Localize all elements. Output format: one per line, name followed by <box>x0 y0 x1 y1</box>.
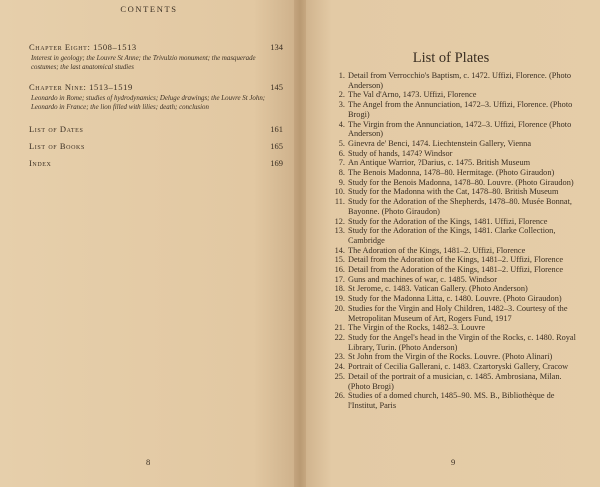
toc-entry-summary: Interest in geology; the Louvre St Anne; the Trivulzio monument; the masquerade costumes; the last anatomical studies <box>31 55 256 71</box>
plate-number: 11. <box>334 197 345 207</box>
plate-entry <box>330 333 584 352</box>
plate-entry <box>330 187 584 197</box>
plate-caption: Study for the Adoration of the Kings, 1481. Clarke Collection, Cambridge <box>348 226 556 245</box>
plate-number: 3. <box>338 100 345 110</box>
toc-entry-title: Chapter Eight: 1508–1513 <box>29 42 137 52</box>
plate-caption: Detail from the Adoration of the Kings, 1481–2. Uffizi, Florence <box>348 265 564 275</box>
plate-entry <box>330 100 584 119</box>
plate-entry <box>330 197 584 216</box>
toc-entry-chapter-nine <box>29 82 283 112</box>
plate-caption: An Antique Warrior, ?Darius, c. 1475. British Museum <box>348 158 531 168</box>
plate-number: 4. <box>338 119 345 129</box>
plate-entry <box>330 304 584 323</box>
plate-number: 10. <box>334 187 345 197</box>
plate-entry <box>330 246 584 256</box>
toc-entry-list-of-dates <box>29 124 283 135</box>
page-number-right: 9 <box>451 457 456 467</box>
plate-number: 26. <box>334 391 345 401</box>
plate-entry <box>330 158 584 168</box>
plate-number: 22. <box>334 332 345 342</box>
book-gutter <box>294 0 306 487</box>
toc-entry-title: Chapter Nine: 1513–1519 <box>29 82 133 93</box>
plate-number: 24. <box>334 362 345 372</box>
list-of-plates-title: List of Plates <box>412 50 490 66</box>
plate-caption: Study for the Madonna with the Cat, 1478–80. British Museum <box>348 187 559 197</box>
plate-caption: Detail of the portrait of a musician, c. 1485. Ambrosiana, Milan. (Photo Brogi) <box>348 371 562 391</box>
plate-number: 23. <box>334 352 345 362</box>
page-number-left: 8 <box>146 457 151 467</box>
toc-entry-page: 161 <box>270 124 283 135</box>
plate-entry <box>330 294 584 304</box>
plate-caption: Study for the Benois Madonna, 1478–80. Louvre. (Photo Giraudon) <box>348 177 574 187</box>
plate-caption: The Val d'Arno, 1473. Uffizi, Florence <box>348 90 477 100</box>
toc-entry-page: 169 <box>270 158 283 169</box>
contents-heading: CONTENTS <box>120 4 178 14</box>
plate-entry <box>330 352 584 362</box>
plate-caption: The Benois Madonna, 1478–80. Hermitage. (Photo Giraudon) <box>348 168 555 178</box>
plate-number: 19. <box>334 294 345 304</box>
plate-caption: Portrait of Cecilia Gallerani, c. 1483. Czartoryski Gallery, Cracow <box>348 362 569 372</box>
plate-number: 16. <box>334 265 345 275</box>
plate-number: 15. <box>334 255 345 265</box>
plate-caption: Guns and machines of war, c. 1485. Windsor <box>348 274 497 284</box>
toc-entry-page: 165 <box>270 141 283 152</box>
plate-caption: St John from the Virgin of the Rocks. Louvre. (Photo Alinari) <box>348 352 553 362</box>
toc-entry-page: 134 <box>270 42 283 52</box>
plate-caption: The Adoration of the Kings, 1481–2. Uffizi, Florence <box>348 245 526 255</box>
plate-entry <box>330 391 584 410</box>
plate-number: 13. <box>334 226 345 236</box>
plate-number: 2. <box>338 90 345 100</box>
toc-entry-title: List of Books <box>29 141 85 152</box>
list-of-plates <box>330 71 584 411</box>
plate-number: 12. <box>334 216 345 226</box>
plate-entry <box>330 149 584 159</box>
plate-caption: Study of hands, 1474? Windsor <box>348 148 453 158</box>
plate-caption: Studies for the Virgin and Holy Children, 1482–3. Courtesy of the Metropolitan Museum of Art, Rogers Fund, 1917 <box>348 303 568 323</box>
plate-entry <box>330 323 584 333</box>
plate-caption: Study for the Angel's head in the Virgin of the Rocks, c. 1480. Royal Library, Turin. (Photo Anderson) <box>348 332 576 352</box>
plate-number: 20. <box>334 303 345 313</box>
plate-caption: Study for the Adoration of the Shepherds, 1478–80. Musée Bonnat, Bayonne. (Photo Giraudon) <box>348 197 572 216</box>
plate-number: 14. <box>334 245 345 255</box>
plate-caption: The Virgin of the Rocks, 1482–3. Louvre <box>348 323 485 333</box>
plate-number: 5. <box>338 138 345 148</box>
plate-caption: Detail from the Adoration of the Kings, 1481–2. Uffizi, Florence <box>348 255 564 265</box>
plate-entry <box>330 226 584 245</box>
plate-caption: Detail from Verrocchio's Baptism, c. 1472. Uffizi, Florence. (Photo Anderson) <box>348 71 572 90</box>
plate-number: 1. <box>338 71 345 80</box>
toc-entry-index <box>29 158 283 169</box>
plate-entry <box>330 178 584 188</box>
plate-caption: Studies of a domed church, 1485–90. MS. B., Bibliothèque de l'Institut, Paris <box>348 391 555 410</box>
plate-entry <box>330 284 584 294</box>
plate-entry <box>330 265 584 275</box>
toc-entry-page: 145 <box>270 82 283 93</box>
plate-caption: The Angel from the Annunciation, 1472–3. Uffizi, Florence. (Photo Brogi) <box>348 100 573 119</box>
plate-number: 21. <box>334 323 345 333</box>
plate-number: 6. <box>338 148 345 158</box>
toc-entry-title: List of Dates <box>29 124 84 135</box>
plate-number: 9. <box>338 177 345 187</box>
plate-caption: Ginevra de' Benci, 1474. Liechtenstein Gallery, Vienna <box>348 138 532 148</box>
plate-entry <box>330 168 584 178</box>
plate-number: 18. <box>334 284 345 294</box>
plate-entry <box>330 255 584 265</box>
plate-entry <box>330 71 584 90</box>
plate-entry <box>330 362 584 372</box>
plate-entry <box>330 372 584 391</box>
plate-caption: The Virgin from the Annunciation, 1472–3. Uffizi, Florence (Photo Anderson) <box>348 119 572 139</box>
toc-entry-title: Index <box>29 158 52 169</box>
plate-number: 8. <box>338 168 345 178</box>
plate-entry <box>330 139 584 149</box>
plate-caption: St Jerome, c. 1483. Vatican Gallery. (Photo Anderson) <box>348 284 528 294</box>
plate-entry <box>330 275 584 285</box>
table-of-contents <box>29 42 283 169</box>
plate-entry <box>330 120 584 139</box>
plate-caption: Study for the Madonna Litta, c. 1480. Louvre. (Photo Giraudon) <box>348 294 562 304</box>
plate-number: 25. <box>334 371 345 381</box>
plate-caption: Study for the Adoration of the Kings, 1481. Uffizi, Florence <box>348 216 548 226</box>
plate-number: 7. <box>338 158 345 168</box>
toc-entry-list-of-books <box>29 141 283 152</box>
plate-entry <box>330 90 584 100</box>
toc-entry-summary: Leonardo in Rome; studies of hydrodynamics; Deluge drawings; the Louvre St John; Leonardo in France; the lion filled with lilies; death; conclusion <box>31 95 266 111</box>
toc-entry-chapter-eight <box>29 42 283 72</box>
plate-number: 17. <box>334 274 345 284</box>
plate-entry <box>330 217 584 227</box>
